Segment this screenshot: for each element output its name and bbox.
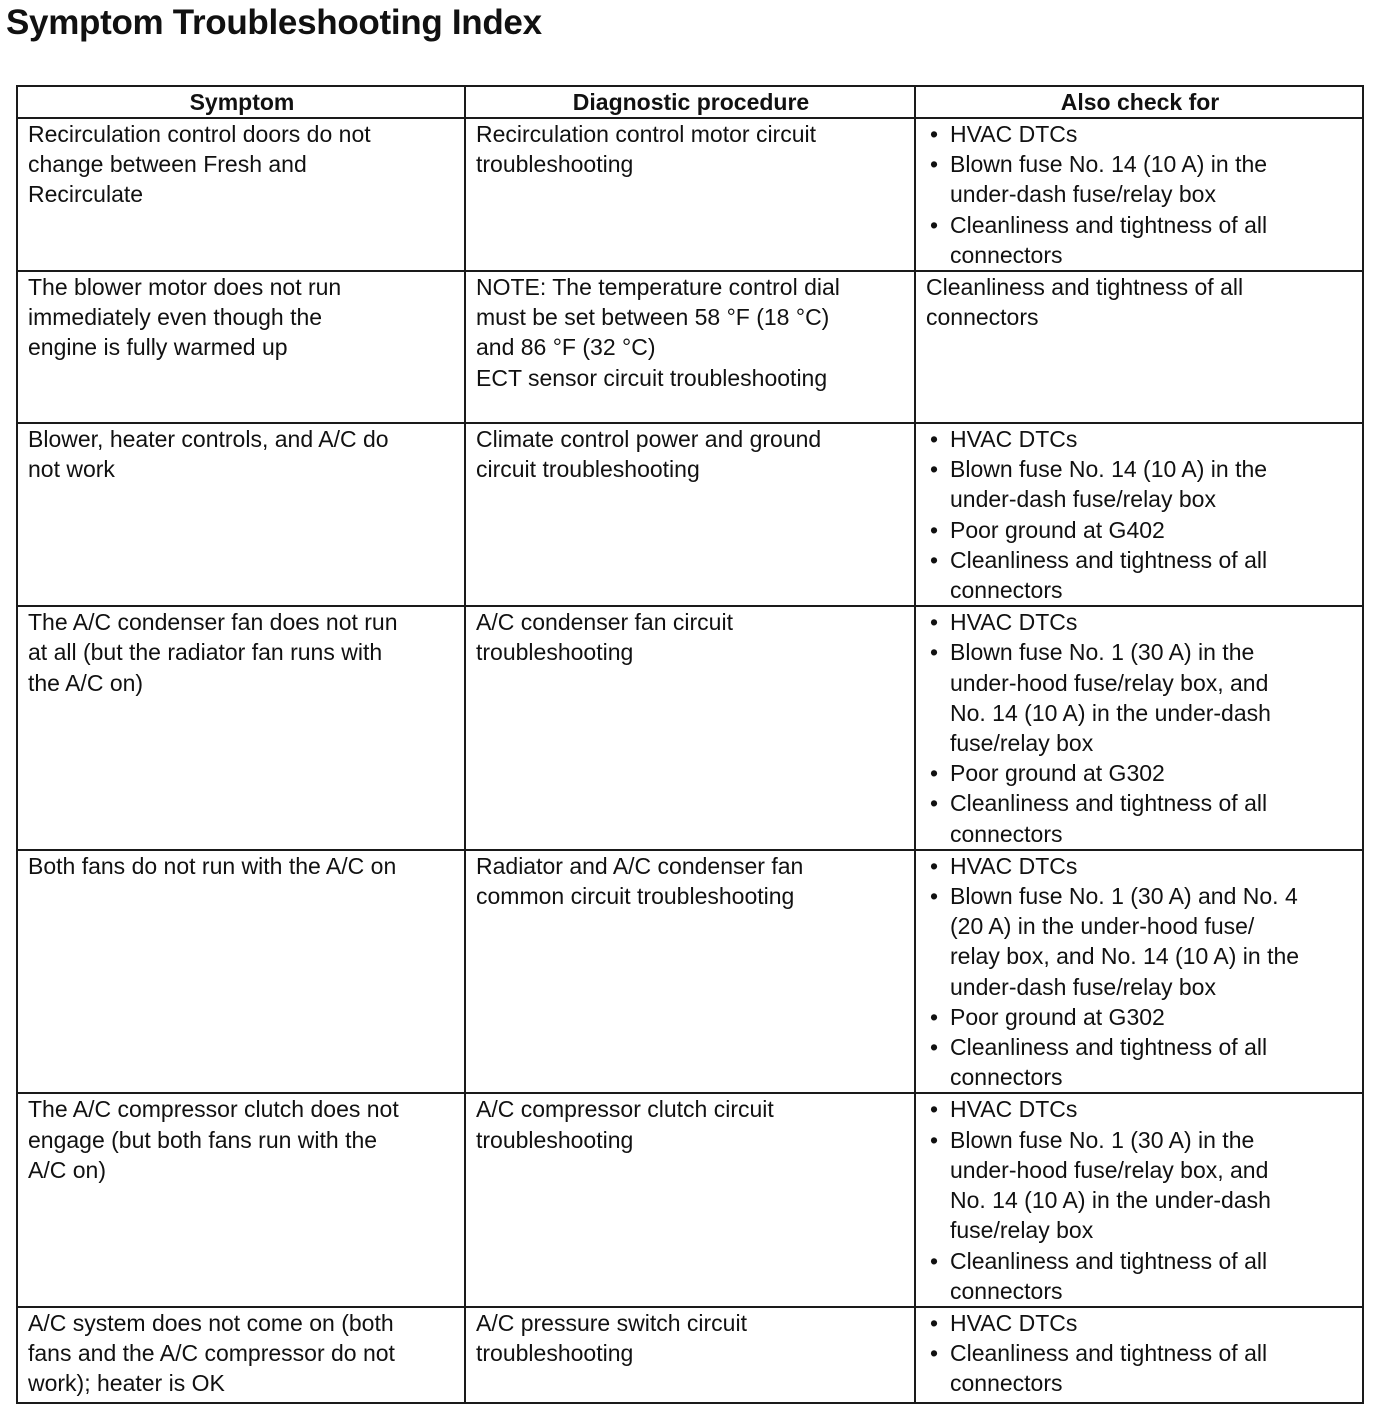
check-item: • Poor ground at G302 bbox=[926, 758, 1354, 788]
checks-list bbox=[926, 1094, 1354, 1305]
check-item: • Blown fuse No. 14 (10 A) in the under-dash fuse/relay box bbox=[926, 149, 1354, 209]
symptom-cell bbox=[17, 271, 465, 423]
procedure-text: A/C pressure switch circuit troubleshooting bbox=[476, 1309, 747, 1367]
checks-list bbox=[926, 1308, 1354, 1399]
check-item: • Blown fuse No. 1 (30 A) and No. 4 (20 A) in the under-hood fuse/ relay box, and No. 14 (10 A) in the under-dash fuse/relay box bbox=[926, 881, 1354, 1002]
column-header-diagnostic-procedure: Diagnostic procedure bbox=[465, 86, 915, 118]
check-item: • Cleanliness and tightness of all connectors bbox=[926, 788, 1354, 848]
symptom-text: Blower, heater controls, and A/C do not work bbox=[28, 426, 389, 483]
symptom-text: The A/C condenser fan does not run at all (but the radiator fan runs with the A/C on) bbox=[28, 609, 398, 696]
checks-cell bbox=[915, 1307, 1363, 1403]
symptom-cell bbox=[17, 606, 465, 850]
check-item: • HVAC DTCs bbox=[926, 607, 1354, 637]
symptom-table bbox=[16, 85, 1364, 1404]
table-row bbox=[17, 1093, 1363, 1306]
checks-cell bbox=[915, 423, 1363, 606]
checks-cell bbox=[915, 271, 1363, 423]
symptom-text: A/C system does not come on (both fans and the A/C compressor do not work); heater is OK bbox=[28, 1309, 395, 1397]
check-note: Cleanliness and tightness of all connectors bbox=[926, 274, 1244, 331]
checks-list bbox=[926, 424, 1354, 605]
check-item: • HVAC DTCs bbox=[926, 1308, 1354, 1338]
procedure-text: Recirculation control motor circuit troubleshooting bbox=[476, 121, 817, 178]
checks-list bbox=[926, 851, 1354, 1093]
column-header-symptom: Symptom bbox=[17, 86, 465, 118]
symptom-text: The A/C compressor clutch does not engage (but both fans run with the A/C on) bbox=[28, 1096, 399, 1183]
table-header-row bbox=[17, 86, 1363, 118]
check-item: • Poor ground at G402 bbox=[926, 515, 1354, 545]
table-row bbox=[17, 423, 1363, 606]
checks-cell bbox=[915, 1093, 1363, 1306]
procedure-cell bbox=[465, 850, 915, 1094]
procedure-cell bbox=[465, 606, 915, 850]
procedure-text: Climate control power and ground circuit troubleshooting bbox=[476, 426, 822, 483]
symptom-cell bbox=[17, 118, 465, 271]
procedure-cell bbox=[465, 1307, 915, 1403]
table-row bbox=[17, 606, 1363, 850]
check-item: • Blown fuse No. 1 (30 A) in the under-hood fuse/relay box, and No. 14 (10 A) in the under-dash fuse/relay box bbox=[926, 637, 1354, 758]
check-item: • Cleanliness and tightness of all connectors bbox=[926, 1246, 1354, 1306]
table-row bbox=[17, 271, 1363, 423]
procedure-cell bbox=[465, 1093, 915, 1306]
symptom-cell bbox=[17, 850, 465, 1094]
procedure-text: A/C compressor clutch circuit troubleshooting bbox=[476, 1096, 774, 1153]
check-item: • HVAC DTCs bbox=[926, 424, 1354, 454]
symptom-cell bbox=[17, 1093, 465, 1306]
check-item: • HVAC DTCs bbox=[926, 851, 1354, 881]
check-item: • Cleanliness and tightness of all connectors bbox=[926, 1338, 1354, 1398]
checks-list bbox=[926, 119, 1354, 270]
page-title: Symptom Troubleshooting Index bbox=[6, 3, 542, 42]
column-header-also-check-for: Also check for bbox=[915, 86, 1363, 118]
check-item: • Cleanliness and tightness of all connectors bbox=[926, 545, 1354, 605]
procedure-cell bbox=[465, 271, 915, 423]
symptom-text: Recirculation control doors do not change between Fresh and Recirculate bbox=[28, 121, 371, 208]
check-item: • HVAC DTCs bbox=[926, 1094, 1354, 1124]
table-row bbox=[17, 1307, 1363, 1403]
check-item: • HVAC DTCs bbox=[926, 119, 1354, 149]
symptom-cell bbox=[17, 423, 465, 606]
symptom-text: Both fans do not run with the A/C on bbox=[28, 852, 397, 879]
check-item: • Blown fuse No. 1 (30 A) in the under-hood fuse/relay box, and No. 14 (10 A) in the under-dash fuse/relay box bbox=[926, 1125, 1354, 1246]
check-item: • Poor ground at G302 bbox=[926, 1002, 1354, 1032]
table-row bbox=[17, 850, 1363, 1094]
procedure-cell bbox=[465, 118, 915, 271]
checks-cell bbox=[915, 850, 1363, 1094]
check-item: • Cleanliness and tightness of all connectors bbox=[926, 210, 1354, 270]
check-item: • Blown fuse No. 14 (10 A) in the under-dash fuse/relay box bbox=[926, 454, 1354, 514]
check-item: • Cleanliness and tightness of all connectors bbox=[926, 1032, 1354, 1092]
procedure-cell bbox=[465, 423, 915, 606]
checks-cell bbox=[915, 606, 1363, 850]
symptom-text: The blower motor does not run immediately even though the engine is fully warmed up bbox=[28, 274, 342, 361]
checks-cell bbox=[915, 118, 1363, 271]
procedure-text: NOTE: The temperature control dial must be set between 58 °F (18 °C) and 86 °F (32 °C) ECT sensor circuit troubleshooting bbox=[476, 274, 840, 391]
procedure-text: Radiator and A/C condenser fan common circuit troubleshooting bbox=[476, 852, 804, 910]
table-row bbox=[17, 118, 1363, 271]
procedure-text: A/C condenser fan circuit troubleshooting bbox=[476, 609, 733, 666]
symptom-cell bbox=[17, 1307, 465, 1403]
checks-list bbox=[926, 607, 1354, 849]
